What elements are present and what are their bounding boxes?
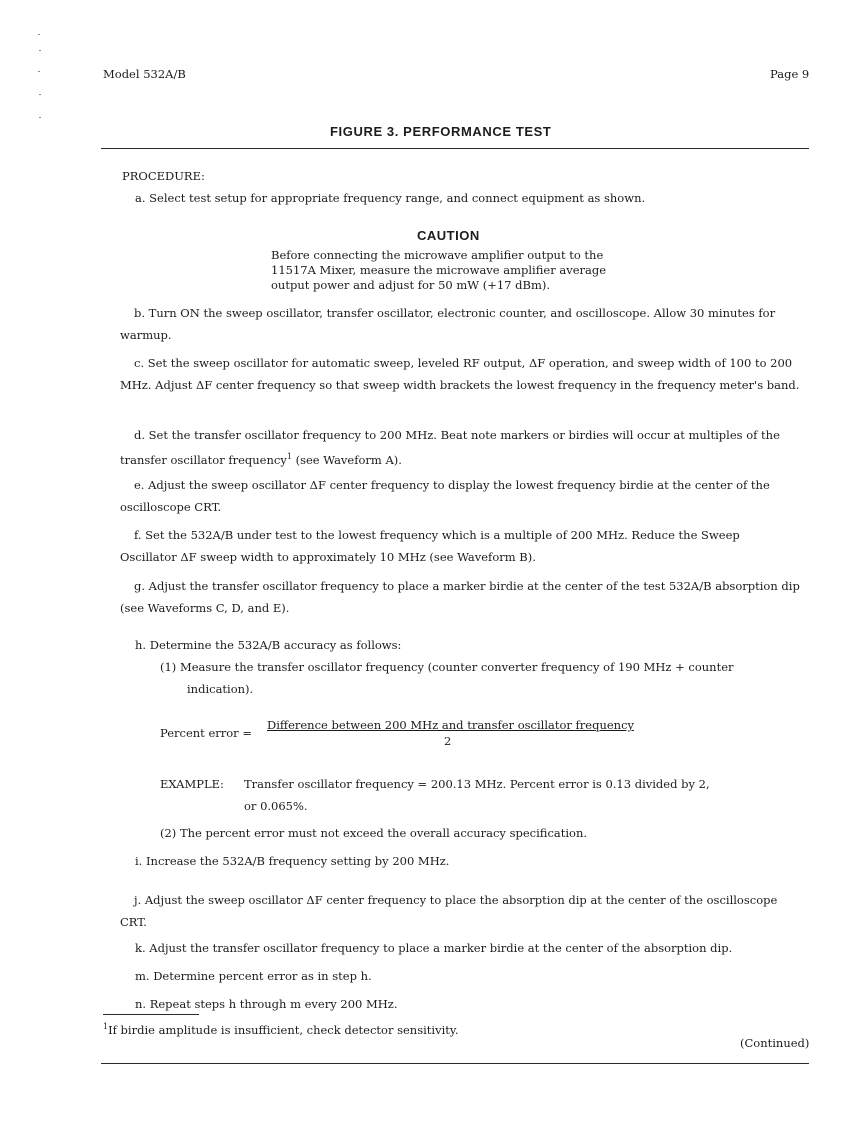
step-d: d. Set the transfer oscillator frequency to 200 MHz. Beat note markers or birdies will occur at multiples of the transfer oscillator frequency$^1$ (see Waveform A). xyxy=(120,428,780,467)
scan-mark xyxy=(39,94,41,95)
footnote-ref: 1 xyxy=(286,452,292,461)
step-n: n. Repeat steps h through m every 200 MHz. xyxy=(135,997,398,1011)
scan-mark xyxy=(39,50,41,51)
step-h: h. Determine the 532A/B accuracy as follows: xyxy=(135,638,402,652)
scan-mark xyxy=(38,34,40,35)
example-line: Transfer oscillator frequency = 200.13 MHz. Percent error is 0.13 divided by 2, xyxy=(244,777,710,791)
step-c: c. Set the sweep oscillator for automatic sweep, leveled RF output, ΔF operation, and sweep width of 100 to 200 MHz. Adjust ΔF center frequency so that sweep width brackets the lowest frequency in the frequency meter's band. xyxy=(120,356,800,392)
step-g: g. Adjust the transfer oscillator frequency to place a marker birdie at the center of the test 532A/B absorption dip (see Waveforms C, D, and E). xyxy=(120,579,800,615)
step-e: e. Adjust the sweep oscillator ΔF center frequency to display the lowest frequency birdie at the center of the oscilloscope CRT. xyxy=(120,478,770,514)
example-line: or 0.065%. xyxy=(244,799,308,813)
caution-line: Before connecting the microwave amplifier output to the xyxy=(271,248,604,262)
figure-title: FIGURE 3. PERFORMANCE TEST xyxy=(330,124,552,139)
footnote-rule xyxy=(103,1014,199,1015)
continued-label: (Continued) xyxy=(740,1036,810,1050)
step-m: m. Determine percent error as in step h. xyxy=(135,969,372,983)
formula-denominator: 2 xyxy=(444,734,452,748)
step-a: a. Select test setup for appropriate frequency range, and connect equipment as shown. xyxy=(135,191,646,205)
caution-line: 11517A Mixer, measure the microwave amplifier average xyxy=(271,263,607,277)
scan-mark xyxy=(38,71,40,72)
step-k: k. Adjust the transfer oscillator frequency to place a marker birdie at the center of the absorption dip. xyxy=(135,941,733,955)
formula-numerator: Difference between 200 MHz and transfer oscillator frequency xyxy=(267,718,635,732)
bottom-rule xyxy=(101,1063,809,1064)
footnote-mark: 1 xyxy=(103,1022,109,1031)
caution-text xyxy=(271,248,606,293)
step-h2: (2) The percent error must not exceed the overall accuracy specification. xyxy=(160,826,588,840)
title-rule xyxy=(101,148,809,149)
page-number: Page 9 xyxy=(770,67,810,81)
procedure-label: PROCEDURE: xyxy=(122,169,205,183)
footnote: $^1$If birdie amplitude is insufficient, check detector sensitivity. xyxy=(103,1022,459,1037)
model-header: Model 532A/B xyxy=(103,67,186,81)
example-label: EXAMPLE: xyxy=(160,777,224,791)
caution-line: output power and adjust for 50 mW (+17 dBm). xyxy=(271,278,551,292)
caution-title: CAUTION xyxy=(417,228,480,243)
step-f: f. Set the 532A/B under test to the lowest frequency which is a multiple of 200 MHz. Reduce the Sweep Oscillator ΔF sweep width to approximately 10 MHz (see Waveform B). xyxy=(120,528,740,564)
step-i: i. Increase the 532A/B frequency setting by 200 MHz. xyxy=(135,854,450,868)
step-j: j. Adjust the sweep oscillator ΔF center frequency to place the absorption dip at the center of the oscilloscope CRT. xyxy=(120,893,778,929)
formula-label: Percent error = xyxy=(160,726,252,740)
step-h1-cont: indication). xyxy=(187,682,254,696)
step-h1: (1) Measure the transfer oscillator frequency (counter converter frequency of 190 MHz + counter xyxy=(160,660,734,674)
step-b: b. Turn ON the sweep oscillator, transfer oscillator, electronic counter, and oscilloscope. Allow 30 minutes for warmup. xyxy=(120,306,776,342)
scan-mark xyxy=(39,117,41,118)
